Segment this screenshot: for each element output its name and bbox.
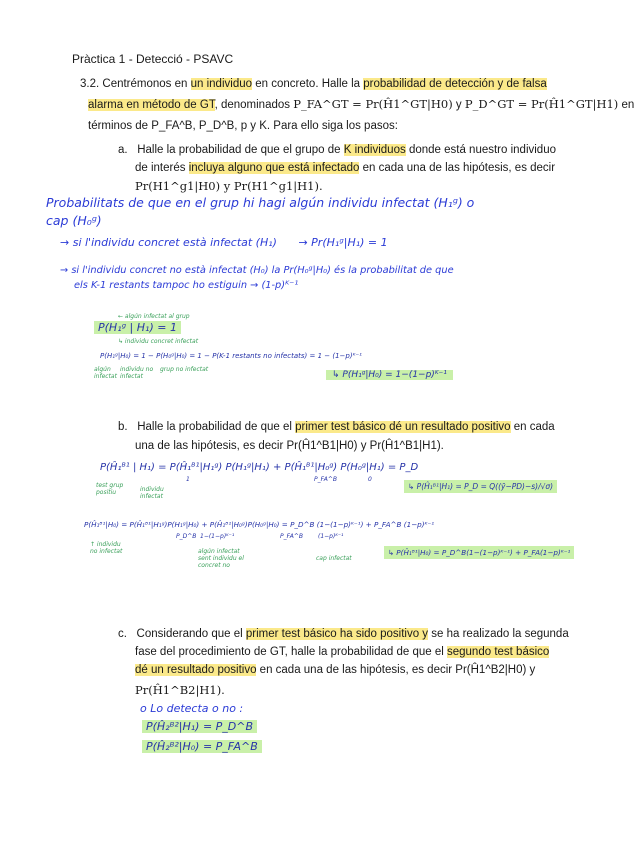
section-line-2: alarma en método de GT, denominados P_FA^GT = Pr(Ĥ1^GT|H0) y P_D^GT = Pr(Ĥ1^GT|H1) en — [88, 97, 634, 111]
item-c-letter: c. — [118, 628, 127, 640]
equation-b-2: P(Ĥ₁ᴮ¹|H₀) = P(Ĥ₁ᴮ¹|H₁ᵍ)P(H₁ᵍ|H₀) + P(Ĥ₁ᴮ¹|H₀ᵍ)P(H₀ᵍ|H₀) = P_D^B (1−(1−p)ᴷ⁻¹) + P_FA^B (1−p)ᴷ⁻¹ — [84, 520, 435, 529]
highlight-positive-result: dé un resultado positivo — [135, 664, 257, 676]
item-c-line-4: Pr(Ĥ1^B2|H1). — [135, 683, 225, 697]
equation-b-1: P(Ĥ₁ᴮ¹ | H₁) = P(Ĥ₁ᴮ¹|H₁ᵍ) P(H₁ᵍ|H₁) + P(Ĥ₁ᴮ¹|H₀ᵍ) P(H₀ᵍ|H₁) = P_D — [100, 462, 419, 473]
result-b-1: ↳ P(Ĥ₁ᴮ¹|H₁) = P_D = Q((ȳ−PD)−s)/√σ) — [404, 480, 557, 493]
eq1-under-1: 1 — [186, 476, 190, 483]
pfa-expression: P_FA^GT = Pr(Ĥ1^GT|H0) — [293, 97, 453, 111]
equation-a-2: P(H₁ᵍ|H₀) = 1 − P(H₀ᵍ|H₀) = 1 − P(K-1 restants no infectats) = 1 − (1−p)ᴷ⁻¹ — [100, 352, 362, 360]
eq2-under-3: P_FA^B — [280, 533, 303, 540]
item-c-line-2: fase del procedimiento de GT, halle la probabilidad de que el segundo test básico — [135, 646, 550, 658]
eq2-label-1: ↑ individu no infectat — [90, 541, 123, 555]
item-a-line-3: Pr(H1^g1|H0) y Pr(H1^g1|H1). — [135, 179, 323, 193]
notes-a-intro-2: cap (H₀ᵍ) — [46, 213, 102, 228]
eq1-label-2: individu infectat — [140, 486, 164, 500]
highlight-second-test: segundo test básico — [447, 646, 550, 658]
highlight-gt-method: alarma en método de GT — [88, 99, 215, 111]
item-c-line-1: c. Considerando que el primer test básico ha sido positivo y se ha realizado la segunda — [118, 628, 569, 640]
item-a-line-2: de interés incluya alguno que está infectado en cada una de las hipótesis, es decir — [135, 162, 556, 174]
item-b-line-1: b. Halle la probabilidad de que el primer test básico dé un resultado positivo en cada — [118, 421, 555, 433]
eq2-label-2: algún infectat sent individu el concret no — [198, 548, 244, 569]
annotation-some-infected: ← algún infectat al grup — [118, 313, 190, 320]
highlight-probability: probabilidad de detección y de falsa — [363, 78, 547, 90]
result-b-2: ↳ P(Ĥ₁ᴮ¹|H₀) = P_D^B(1−(1−p)ᴷ⁻¹) + P_FA(1−p)ᴷ⁻¹ — [384, 546, 574, 559]
result-a: ↳ P(H₁ᵍ|H₀) = 1−(1−p)ᴷ⁻¹ — [326, 370, 453, 380]
item-a-letter: a. — [118, 144, 128, 156]
notes-a-bullet-2: → si l'individu concret no està infectat (H₀) la Pr(H₀ᵍ|H₀) és la probabilitat de que — [60, 265, 454, 276]
notes-c-intro: o Lo detecta o no : — [140, 702, 244, 715]
eq1-under-3: 0 — [368, 476, 372, 483]
section-number: 3.2. — [80, 78, 100, 90]
label-individual-not-infected: individu no infectat — [120, 366, 154, 380]
item-b-line-2: una de las hipótesis, es decir Pr(Ĥ1^B1|H0) y Pr(Ĥ1^B1|H1). — [135, 440, 444, 452]
item-b-letter: b. — [118, 421, 128, 433]
highlight-individual: un individuo — [190, 78, 253, 90]
label-group-not-infected: grup no infectat — [160, 366, 209, 373]
eq2-under-4: (1−p)ᴷ⁻¹ — [318, 533, 344, 540]
item-c-line-3: dé un resultado positivo en cada una de las hipótesis, es decir Pr(Ĥ1^B2|H0) y — [135, 664, 536, 676]
eq2-under-1: P_D^B — [176, 533, 197, 540]
notes-a-bullet-1: → si l'individu concret està infectat (H₁) → Pr(H₁ᵍ|H₁) = 1 — [60, 236, 388, 249]
highlight-includes-infected: incluya alguno que está infectado — [188, 162, 360, 174]
notes-a-intro-1: Probabilitats de que en el grup hi hagi algún individu infectat (H₁ᵍ) o — [46, 195, 475, 210]
equation-c-1: P(Ĥ₂ᴮ²|H₁) = P_D^B — [142, 720, 257, 733]
section-line-3: términos de P_FA^B, P_D^B, p y K. Para ello siga los pasos: — [88, 120, 398, 132]
highlight-first-test: primer test básico dé un resultado positivo — [295, 421, 511, 433]
item-a-line-1: a. Halle la probabilidad de que el grupo de K individuos donde está nuestro individuo — [118, 144, 556, 156]
section-line-1: 3.2. Centrémonos en un individuo en concreto. Halle la probabilidad de detección y de falsa — [80, 78, 547, 90]
eq2-label-3: cap infectat — [316, 555, 352, 562]
annotation-individual-infected: ↳ individu concret infectat — [118, 338, 199, 345]
highlight-first-positive: primer test básico ha sido positivo y — [245, 628, 429, 640]
eq1-under-2: P_FA^B — [314, 476, 337, 483]
eq1-label-1: test grup positiu — [96, 482, 124, 496]
label-some-infected: algún infectat — [94, 366, 117, 380]
eq2-under-2: 1−(1−p)ᴷ⁻¹ — [200, 533, 235, 540]
equation-c-2: P(Ĥ₂ᴮ²|H₀) = P_FA^B — [142, 740, 262, 753]
pd-expression: P_D^GT = Pr(Ĥ1^GT|H1) — [464, 97, 619, 111]
highlight-k-individuals: K individuos — [343, 144, 406, 156]
page-title: Pràctica 1 - Detecció - PSAVC — [72, 52, 234, 66]
equation-a-1: P(H₁ᵍ | H₁) = 1 — [94, 321, 181, 334]
notes-a-bullet-2b: els K-1 restants tampoc ho estiguin → (1-p)ᴷ⁻¹ — [74, 280, 299, 291]
